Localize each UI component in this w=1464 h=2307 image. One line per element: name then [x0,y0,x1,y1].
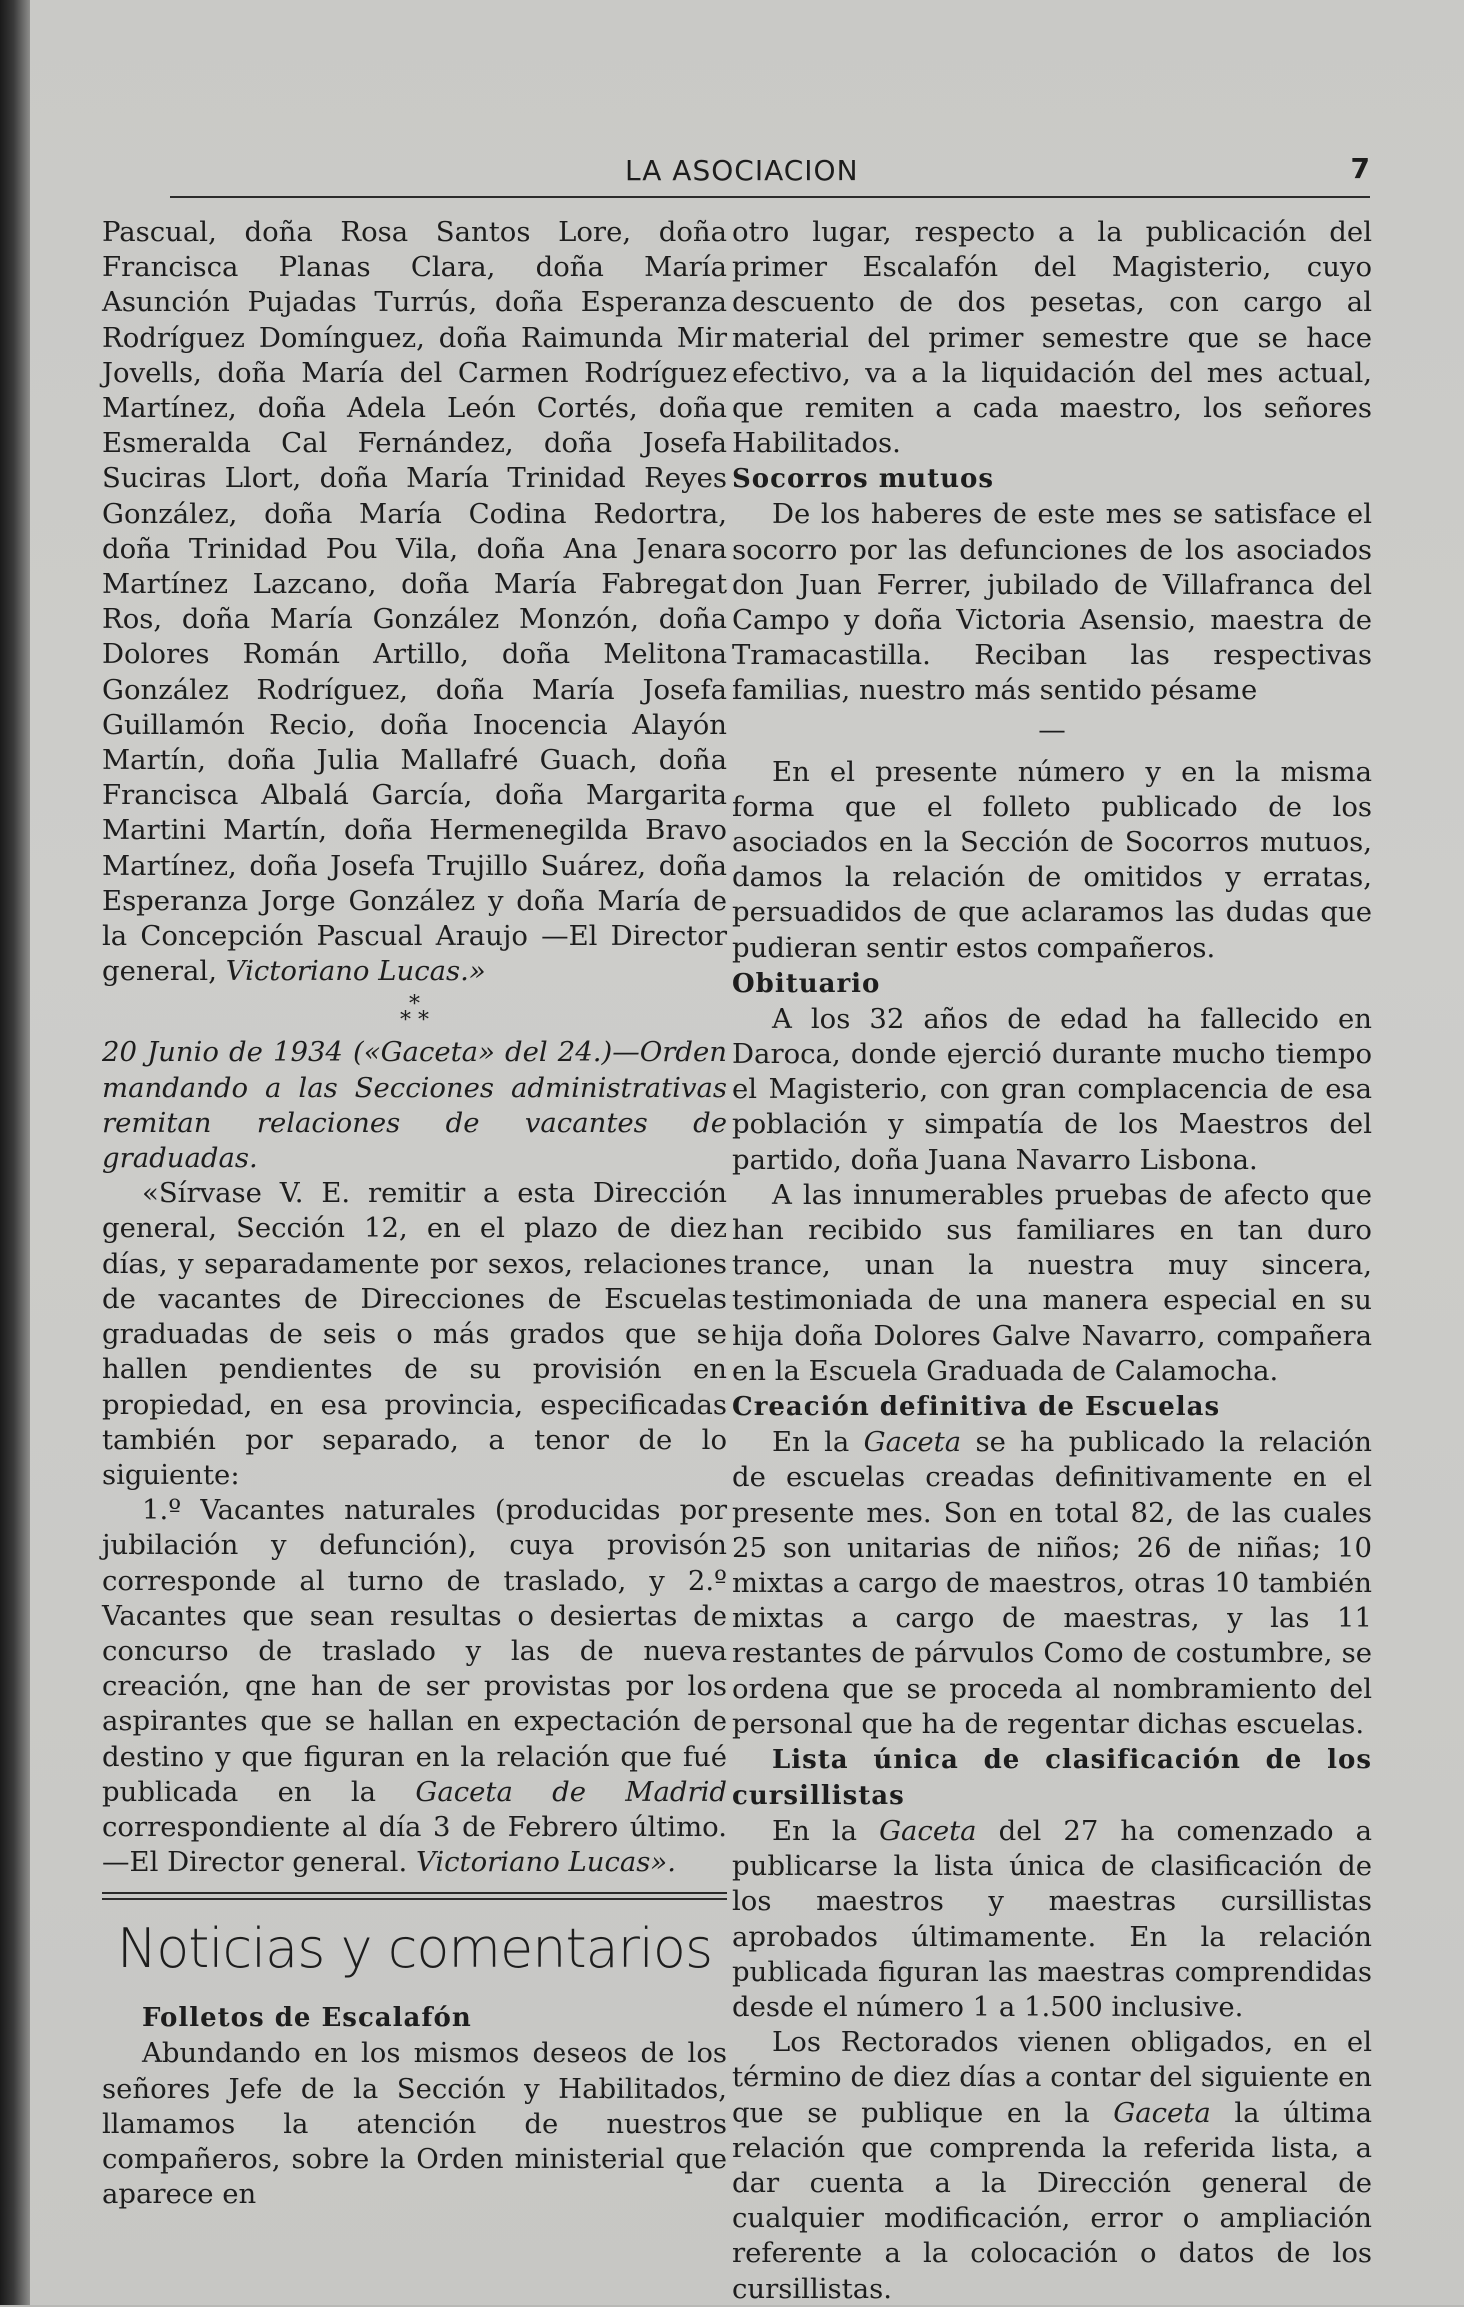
creacion-paragraph [732,1425,1372,1742]
gaceta-reference: Gaceta [1113,2096,1211,2129]
running-title: LA ASOCIACION [625,154,859,187]
order-paragraph-1: «Sírvase V. E. remitir a esta Dirección general, Sección 12, en el plazo de diez días, y separadamente por sexos, relaciones de vacantes de Direcciones de Escuelas graduadas de seis o más grados que se hallen pendientes de su provisión en propiedad, en esa provincia, especificadas también por separado, a tenor de lo siguiente: [102,1177,727,1491]
separator-asterisks [102,989,727,1035]
signature: Victoriano Lucas.» [225,955,486,988]
obituario-paragraph-1: A los 32 años de edad ha fallecido en Daroca, donde ejerció durante mucho tiempo el Magisterio, con gran complacencia de esa población y simpatía de los Maestros del partido, doña Juana Navarro Lisbona. [732,1002,1372,1176]
appointments-text: Pascual, doña Rosa Santos Lore, doña Francisca Planas Clara, doña María Asunción Pujadas Turrús, doña Esperanza Rodríguez Domínguez, doña Raimunda Mir Jovells, doña María del Carmen Rodríguez Martínez, doña Adela León Cortés, doña Esmeralda Cal Fernández, doña Josefa Suciras Llort, doña María Trinidad Reyes González, doña María Codina Redortra, doña Trinidad Pou Vila, doña Ana Jenara Martínez Lazcano, doña María Fabregat Ros, doña María González Monzón, doña Dolores Román Artillo, doña Melitona González Rodríguez, doña María Josefa Guillamón Recio, doña Inocencia Alayón Martín, doña Julia Mallafré Guach, doña Francisca Albalá García, doña Margarita Martini Martín, doña Hermenegilda Bravo Martínez, doña Josefa Trujillo Suárez, doña Esperanza Jorge González y doña María de la Concepción Pascual Araujo —El Director general, [102,216,727,988]
creacion-text-pre: En la [772,1426,850,1459]
signature: Victoriano Lucas». [415,1846,676,1879]
separator-dash: — [1038,713,1066,746]
rectorados-paragraph [732,2025,1372,2307]
presente-paragraph: En el presente número y en la misma forma que el folleto publicado de los asociados en la Sección de Socorros mutuos, damos la relación de omitidos y erratas, persuadidos de que aclaramos las dudas que pudieran sentir estos compañeros. [732,755,1372,964]
double-rule [102,1892,727,1900]
rectorados-text-pre: Los Rectorados vienen obligados, en el término de diez días a contar del siguiente en que se publique en la [732,2026,1372,2129]
lista-text: del 27 ha comenzado a publicarse la lista única de clasificación de los maestros y maestras cursillistas aprobados últimamente. En la relación publicada figuran las maestras comprendidas desde el número 1 a 1.500 inclusive. [732,1814,1372,2023]
lista-paragraph [732,1814,1372,2025]
page [30,0,1464,2305]
heading-creacion: Creación definitiva de Escuelas [732,1392,1221,1423]
folletos-paragraph: Abundando en los mismos deseos de los señores Jefe de la Sección y Habilitados, llamamos la atención de nuestros compañeros, sobre la Orden ministerial que aparece en [102,2037,727,2211]
order-text-end: correspondiente al día 3 de Febrero último.—El Director general. [102,1810,727,1879]
socorros-paragraph: De los haberes de este mes se satisface el socorro por las defunciones de los asociados don Juan Ferrer, jubilado de Villafranca del Campo y doña Victoria Asensio, maestra de Tramacastilla. Reciban las respectivas familias, nuestro más sentido pésame [732,498,1372,707]
appointments-paragraph [102,215,727,989]
left-column [102,215,727,2212]
creacion-text: se ha publicado la relación de escuelas creadas definitivamente en el presente mes. Son en total 82, de las cuales 25 son unitarias de niños; 26 de niñas; 10 mixtas a cargo de maestros, otras 10 también mixtas a cargo de maestras, y las 11 restantes de párvulos Como de costumbre, se ordena que se proceda al nombramiento del personal que ha de regentar dichas escuelas. [732,1426,1372,1740]
lista-text-pre: En la [772,1814,858,1847]
section-title: Noticias y comentarios [116,1917,713,1981]
heading-obituario: Obituario [732,968,881,999]
right-column [732,215,1372,2307]
heading-lista: Lista única de clasificación de los cursillistas [732,1744,1372,1811]
gaceta-reference: Gaceta [879,1814,977,1847]
obituario-paragraph-2: A las innumerables pruebas de afecto que han recibido sus familiares en tan duro trance, unan la nuestra muy sincera, testimoniada de una manera especial en su hija doña Dolores Galve Navarro, compañera en la Escuela Graduada de Calamocha. [732,1178,1372,1387]
rectorados-text: la última relación que comprenda la referida lista, a dar cuenta a la Dirección general de cualquier modificación, error o ampliación referente a la colocación o datos de los cursillistas. [732,2096,1372,2305]
header-rule [170,196,1370,198]
order-dateline: 20 Junio de 1934 («Gaceta» del 24.)—Orden mandando a las Secciones administrativas remitan relaciones de vacantes de graduadas. [102,1036,727,1175]
asterisks-text: * * * [400,992,429,1034]
book-spine-shadow [0,0,30,2305]
page-header [170,150,1370,200]
order-text: 1.º Vacantes naturales (producidas por jubilación y defunción), cuya provisón corresponde al turno de traslado, y 2.º Vacantes que sean resultas o desiertas de concurso de traslado y las de nueva creación, qne han de ser provistas por los aspirantes que se hallan en expectación de destino y que figuran en la relación que fué publicada en la [102,1494,727,1808]
gaceta-reference: Gaceta de Madrid [415,1775,727,1808]
gaceta-reference: Gaceta [863,1426,962,1459]
heading-folletos: Folletos de Escalafón [142,2003,472,2034]
heading-socorros: Socorros mutuos [732,464,995,495]
order-paragraph-2 [102,1493,727,1880]
folletos-continuation: otro lugar, respecto a la publicación del primer Escalafón del Magisterio, cuyo descuento de dos pesetas, con cargo al material del primer semestre que se hace efectivo, va a la liquidación del mes actual, que remiten a cada maestro, los señores Habilitados. [732,216,1372,460]
page-number: 7 [1350,152,1370,185]
